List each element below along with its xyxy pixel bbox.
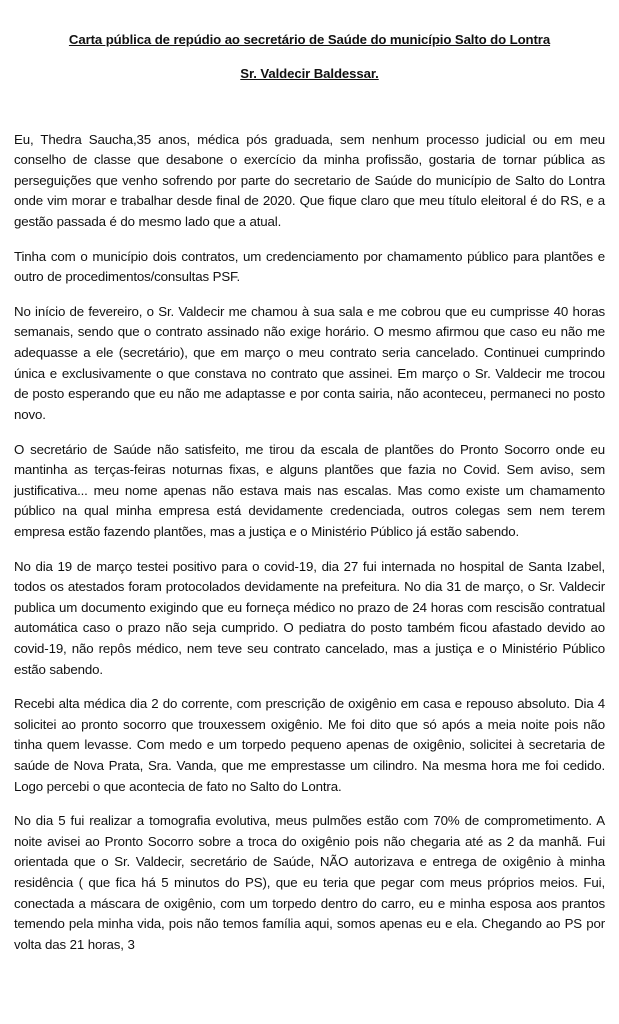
page-subtitle: Sr. Valdecir Baldessar. bbox=[240, 65, 379, 81]
paragraph: No dia 19 de março testei positivo para o covid-19, dia 27 fui internada no hospital de Santa Izabel, todos os atestados foram protocolados devidamente na prefeitura. No dia 31 de março, o Sr. Valdecir publica um documento exigindo que eu forneça médico no prazo de 24 horas com rescisão contratual automática caso o prazo não seja cumprido. O pediatra do posto também ficou afastado devido ao covid-19, não repôs médico, nem teve seu contrato cancelado, mas a justiça e o Ministério Público estão sabendo. bbox=[14, 558, 605, 677]
paragraph: No dia 5 fui realizar a tomografia evolutiva, meus pulmões estão com 70% de comprometimento. A noite avisei ao Pronto Socorro sobre a troca do oxigênio pois não chegaria até as 2 da manhã. Fui orientada que o Sr. Valdecir, secretário de Saúde, NÃO autorizava e entrega de oxigênio à minha residência ( que fica há 5 minutos do PS), que eu teria que pegar com meus próprios meios. Fui, conectada a máscara de oxigênio, com um torpedo dentro do carro, eu e minha esposa aos prantos temendo pela minha vida, pois não temos família aqui, somos apenas eu e ela. Chegando ao PS por volta das 21 horas, 3 bbox=[14, 813, 605, 952]
paragraph: Eu, Thedra Saucha,35 anos, médica pós graduada, sem nenhum processo judicial ou em meu conselho de classe que desabone o exercício da minha profissão, gostaria de tornar pública as perseguições que venho sofrendo por parte do secretario de Saúde do município de Salto do Lontra onde vim morar e trabalhar desde final de 2020. Que fique claro que meu título eleitoral é do RS, e a gestão passada é do mesmo lado que a atual. bbox=[14, 131, 605, 230]
page-title: Carta pública de repúdio ao secretário de Saúde do município Salto do Lontra bbox=[68, 32, 551, 47]
paragraph: No início de fevereiro, o Sr. Valdecir me chamou à sua sala e me cobrou que eu cumprisse 40 horas semanais, sendo que o contrato assinado não exige horário. O mesmo afirmou que caso eu não me adequasse a ele (secretário), que em março o meu contrato seria cancelado. Continuei cumprindo única e exclusivamente o que constava no contrato que assinei. Em março o Sr. Valdecir me trocou de posto esperando que eu não me adaptasse e por conta sairia, não aconteceu, permaneci no posto novo. bbox=[14, 303, 605, 422]
paragraph: O secretário de Saúde não satisfeito, me tirou da escala de plantões do Pronto Socorro onde eu mantinha as terças-feiras noturnas fixas, e alguns plantões que fazia no Covid. Sem aviso, sem justificativa... meu nome apenas não estava mais nas escalas. Mas como existe um chamamento público na qual minha empresa está devidamente credenciada, outros colegas sem nem terem empresa estão fazendo plantões, mas a justiça e o Ministério Público já estão sabendo. bbox=[14, 441, 605, 539]
paragraph: Tinha com o município dois contratos, um credenciamento por chamamento público para plantões e outro de procedimentos/consultas PSF. bbox=[14, 248, 605, 285]
document-body bbox=[14, 130, 605, 956]
paragraph: Recebi alta médica dia 2 do corrente, com prescrição de oxigênio em casa e repouso absoluto. Dia 4 solicitei ao pronto socorro que trouxessem oxigênio. Me foi dito que só após a meia noite pois não tinha quem levasse. Com medo e um torpedo pequeno apenas de oxigênio, solicitei à secretaria de saúde de Nova Prata, Sra. Vanda, que me emprestasse um cilindro. Na mesma hora me foi cedido. Logo percebi o que acontecia de fato no Salto do Lontra. bbox=[14, 696, 605, 794]
document-title-block bbox=[14, 30, 605, 84]
